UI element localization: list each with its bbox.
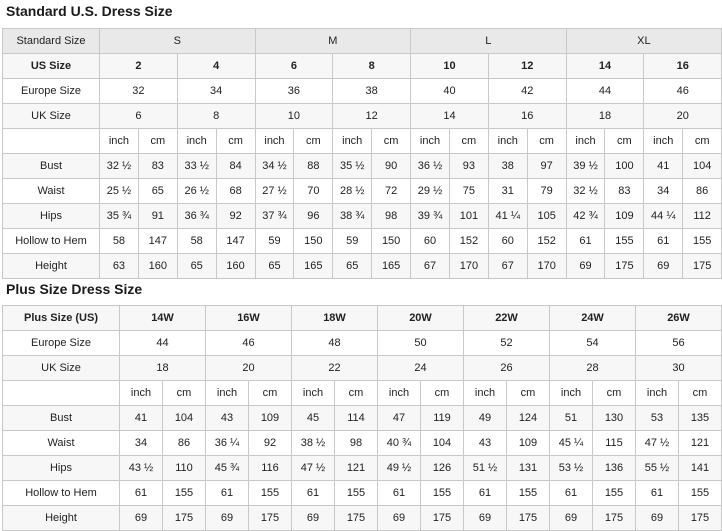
row-label: Europe Size [3,331,120,356]
measure-cell: 28 ½ [333,179,372,204]
measure-cell: 59 [255,229,294,254]
measure-cell: 41 ¼ [488,204,527,229]
row-label: Height [3,254,100,279]
measure-cell: 43 ½ [120,456,163,481]
measure-row [3,456,722,481]
measure-cell: 75 [449,179,488,204]
measure-cell: 114 [335,406,378,431]
measure-cell: 39 ¾ [411,204,450,229]
measure-cell: 27 ½ [255,179,294,204]
measure-cell: 70 [294,179,333,204]
measure-cell: 170 [449,254,488,279]
europe-size-cell: 34 [177,79,255,104]
measure-cell: 43 [464,431,507,456]
measure-cell: 160 [216,254,255,279]
measure-cell: 53 ½ [550,456,593,481]
unit-cm: cm [593,381,636,406]
unit-cm: cm [372,129,411,154]
unit-inch: inch [464,381,507,406]
row-label: Waist [3,431,120,456]
measure-cell: 69 [292,506,335,531]
unit-inch: inch [292,381,335,406]
unit-cm: cm [679,381,722,406]
measure-cell: 61 [636,481,679,506]
uk-size-cell: 16 [488,104,566,129]
uk-size-cell: 22 [292,356,378,381]
row-label: Hips [3,204,100,229]
europe-size-cell: 42 [488,79,566,104]
standard-size-title: Standard U.S. Dress Size [6,3,173,19]
us-size-cell: 20W [378,306,464,331]
measure-cell: 175 [593,506,636,531]
unit-cm: cm [335,381,378,406]
europe-size-cell: 44 [120,331,206,356]
measure-cell: 45 ¾ [206,456,249,481]
uk-size-row [3,104,722,129]
us-size-cell: 14W [120,306,206,331]
unit-inch: inch [378,381,421,406]
measure-cell: 141 [679,456,722,481]
measure-cell: 47 [378,406,421,431]
measure-cell: 135 [679,406,722,431]
measure-cell: 84 [216,154,255,179]
unit-cm: cm [449,129,488,154]
measure-cell: 136 [593,456,636,481]
measure-cell: 47 ½ [636,431,679,456]
measure-cell: 65 [255,254,294,279]
measure-cell: 110 [163,456,206,481]
uk-size-cell: 20 [644,104,722,129]
measure-cell: 51 ½ [464,456,507,481]
measure-cell: 109 [249,406,292,431]
measure-cell: 61 [120,481,163,506]
us-size-cell: 16 [644,54,722,79]
measure-cell: 126 [421,456,464,481]
measure-row [3,254,722,279]
measure-cell: 61 [644,229,683,254]
measure-cell: 152 [449,229,488,254]
measure-cell: 155 [605,229,644,254]
unit-inch: inch [255,129,294,154]
plus-size-table [2,305,722,531]
measure-cell: 47 ½ [292,456,335,481]
measure-cell: 131 [507,456,550,481]
measure-cell: 155 [421,481,464,506]
measure-cell: 147 [138,229,177,254]
measure-cell: 58 [177,229,216,254]
uk-size-cell: 24 [378,356,464,381]
unit-inch: inch [566,129,605,154]
plus-size-title: Plus Size Dress Size [6,281,143,297]
measure-cell: 92 [216,204,255,229]
unit-cm: cm [138,129,177,154]
measure-cell: 92 [249,431,292,456]
unit-cm: cm [163,381,206,406]
measure-row [3,406,722,431]
measure-cell: 155 [163,481,206,506]
unit-inch: inch [488,129,527,154]
us-size-cell: 4 [177,54,255,79]
unit-cm: cm [527,129,566,154]
measure-cell: 49 ½ [378,456,421,481]
measure-cell: 175 [163,506,206,531]
us-size-cell: 16W [206,306,292,331]
measure-cell: 31 [488,179,527,204]
measure-cell: 38 ½ [292,431,335,456]
measure-cell: 104 [683,154,722,179]
europe-size-cell: 46 [644,79,722,104]
measure-cell: 29 ½ [411,179,450,204]
measure-cell: 36 ¾ [177,204,216,229]
measure-cell: 90 [372,154,411,179]
measure-cell: 152 [527,229,566,254]
europe-size-cell: 54 [550,331,636,356]
measure-cell: 116 [249,456,292,481]
uk-size-cell: 28 [550,356,636,381]
measure-cell: 60 [488,229,527,254]
unit-inch: inch [550,381,593,406]
measure-cell: 165 [294,254,333,279]
measure-cell: 160 [138,254,177,279]
measure-row [3,506,722,531]
measure-cell: 69 [120,506,163,531]
row-label: Bust [3,406,120,431]
row-label: Europe Size [3,79,100,104]
unit-inch: inch [636,381,679,406]
size-group: M [255,29,411,54]
measure-cell: 150 [294,229,333,254]
measure-cell: 109 [507,431,550,456]
europe-size-cell: 32 [100,79,178,104]
measure-row [3,431,722,456]
unit-row [3,129,722,154]
measure-cell: 34 [120,431,163,456]
standard-size-table [2,28,722,279]
measure-cell: 61 [292,481,335,506]
measure-cell: 175 [421,506,464,531]
measure-cell: 43 [206,406,249,431]
us-size-cell: 12 [488,54,566,79]
uk-size-cell: 18 [566,104,644,129]
measure-cell: 67 [411,254,450,279]
unit-inch: inch [177,129,216,154]
us-size-cell: 22W [464,306,550,331]
size-group: S [100,29,256,54]
measure-cell: 41 [644,154,683,179]
measure-cell: 36 ¼ [206,431,249,456]
uk-size-cell: 10 [255,104,333,129]
measure-cell: 51 [550,406,593,431]
row-label: Bust [3,154,100,179]
measure-cell: 37 ¾ [255,204,294,229]
measure-cell: 83 [605,179,644,204]
measure-cell: 69 [644,254,683,279]
europe-size-row [3,331,722,356]
us-size-cell: 8 [333,54,411,79]
measure-cell: 44 ¼ [644,204,683,229]
unit-inch: inch [644,129,683,154]
measure-cell: 41 [120,406,163,431]
unit-inch: inch [333,129,372,154]
measure-cell: 34 [644,179,683,204]
us-size-cell: 26W [636,306,722,331]
measure-cell: 32 ½ [566,179,605,204]
measure-cell: 63 [100,254,139,279]
measure-cell: 98 [335,431,378,456]
row-label: Height [3,506,120,531]
measure-cell: 61 [464,481,507,506]
us-size-cell: 10 [411,54,489,79]
europe-size-cell: 44 [566,79,644,104]
measure-cell: 175 [249,506,292,531]
measure-cell: 175 [507,506,550,531]
measure-row [3,179,722,204]
measure-cell: 155 [249,481,292,506]
measure-cell: 61 [378,481,421,506]
measure-cell: 165 [372,254,411,279]
measure-cell: 170 [527,254,566,279]
measure-cell: 112 [683,204,722,229]
row-label: Hollow to Hem [3,481,120,506]
measure-cell: 175 [679,506,722,531]
measure-cell: 91 [138,204,177,229]
measure-cell: 109 [605,204,644,229]
measure-cell: 38 [488,154,527,179]
measure-cell: 115 [593,431,636,456]
unit-cm: cm [507,381,550,406]
row-label: US Size [3,54,100,79]
measure-cell: 67 [488,254,527,279]
unit-cm: cm [605,129,644,154]
measure-cell: 45 ¼ [550,431,593,456]
measure-cell: 93 [449,154,488,179]
measure-cell: 88 [294,154,333,179]
europe-size-cell: 40 [411,79,489,104]
us-size-cell: 2 [100,54,178,79]
measure-cell: 72 [372,179,411,204]
measure-cell: 124 [507,406,550,431]
measure-cell: 69 [550,506,593,531]
europe-size-cell: 36 [255,79,333,104]
measure-cell: 65 [333,254,372,279]
measure-cell: 104 [163,406,206,431]
measure-cell: 65 [177,254,216,279]
unit-inch: inch [411,129,450,154]
measure-cell: 60 [411,229,450,254]
europe-size-cell: 52 [464,331,550,356]
size-group: XL [566,29,722,54]
measure-cell: 150 [372,229,411,254]
uk-size-cell: 14 [411,104,489,129]
measure-cell: 98 [372,204,411,229]
measure-cell: 49 [464,406,507,431]
europe-size-cell: 50 [378,331,464,356]
uk-size-row [3,356,722,381]
measure-cell: 155 [593,481,636,506]
measure-cell: 100 [605,154,644,179]
measure-cell: 68 [216,179,255,204]
measure-cell: 97 [527,154,566,179]
measure-cell: 39 ½ [566,154,605,179]
unit-inch: inch [100,129,139,154]
measure-cell: 58 [100,229,139,254]
measure-cell: 86 [163,431,206,456]
measure-cell: 69 [206,506,249,531]
unit-cm: cm [683,129,722,154]
measure-cell: 69 [636,506,679,531]
measure-cell: 175 [683,254,722,279]
uk-size-cell: 26 [464,356,550,381]
measure-cell: 69 [566,254,605,279]
measure-cell: 61 [550,481,593,506]
measure-cell: 26 ½ [177,179,216,204]
row-label-empty [3,381,120,406]
uk-size-cell: 12 [333,104,411,129]
europe-size-cell: 46 [206,331,292,356]
europe-size-cell: 56 [636,331,722,356]
us-size-cell: 6 [255,54,333,79]
uk-size-cell: 8 [177,104,255,129]
measure-cell: 121 [335,456,378,481]
measure-cell: 61 [206,481,249,506]
row-label: Hips [3,456,120,481]
measure-cell: 42 ¾ [566,204,605,229]
unit-cm: cm [216,129,255,154]
measure-cell: 121 [679,431,722,456]
row-label: Waist [3,179,100,204]
unit-cm: cm [421,381,464,406]
measure-cell: 83 [138,154,177,179]
europe-size-cell: 48 [292,331,378,356]
measure-cell: 25 ½ [100,179,139,204]
size-group: L [411,29,567,54]
measure-cell: 35 ¾ [100,204,139,229]
measure-cell: 130 [593,406,636,431]
measure-cell: 35 ½ [333,154,372,179]
measure-cell: 96 [294,204,333,229]
measure-cell: 155 [683,229,722,254]
measure-cell: 65 [138,179,177,204]
unit-inch: inch [120,381,163,406]
measure-cell: 119 [421,406,464,431]
unit-inch: inch [206,381,249,406]
measure-row [3,229,722,254]
uk-size-cell: 18 [120,356,206,381]
us-size-row [3,54,722,79]
measure-cell: 101 [449,204,488,229]
measure-cell: 147 [216,229,255,254]
uk-size-cell: 20 [206,356,292,381]
measure-cell: 175 [605,254,644,279]
measure-cell: 45 [292,406,335,431]
us-size-cell: 24W [550,306,636,331]
measure-cell: 34 ½ [255,154,294,179]
measure-row [3,204,722,229]
measure-row [3,154,722,179]
measure-cell: 155 [507,481,550,506]
unit-cm: cm [249,381,292,406]
row-label-empty [3,129,100,154]
measure-cell: 36 ½ [411,154,450,179]
measure-cell: 55 ½ [636,456,679,481]
measure-cell: 40 ¾ [378,431,421,456]
measure-cell: 86 [683,179,722,204]
measure-cell: 69 [464,506,507,531]
measure-cell: 79 [527,179,566,204]
measure-cell: 155 [335,481,378,506]
measure-cell: 32 ½ [100,154,139,179]
uk-size-cell: 30 [636,356,722,381]
measure-cell: 61 [566,229,605,254]
measure-cell: 69 [378,506,421,531]
europe-size-cell: 38 [333,79,411,104]
measure-cell: 105 [527,204,566,229]
uk-size-cell: 6 [100,104,178,129]
measure-cell: 53 [636,406,679,431]
measure-cell: 104 [421,431,464,456]
row-label: Standard Size [3,29,100,54]
measure-row [3,481,722,506]
row-label: Plus Size (US) [3,306,120,331]
us-size-cell: 18W [292,306,378,331]
unit-row [3,381,722,406]
europe-size-row [3,79,722,104]
row-label: UK Size [3,356,120,381]
measure-cell: 38 ¾ [333,204,372,229]
row-label: UK Size [3,104,100,129]
us-size-cell: 14 [566,54,644,79]
measure-cell: 175 [335,506,378,531]
measure-cell: 155 [679,481,722,506]
measure-cell: 33 ½ [177,154,216,179]
row-label: Hollow to Hem [3,229,100,254]
unit-cm: cm [294,129,333,154]
us-size-row [3,306,722,331]
header-row [3,29,722,54]
measure-cell: 59 [333,229,372,254]
